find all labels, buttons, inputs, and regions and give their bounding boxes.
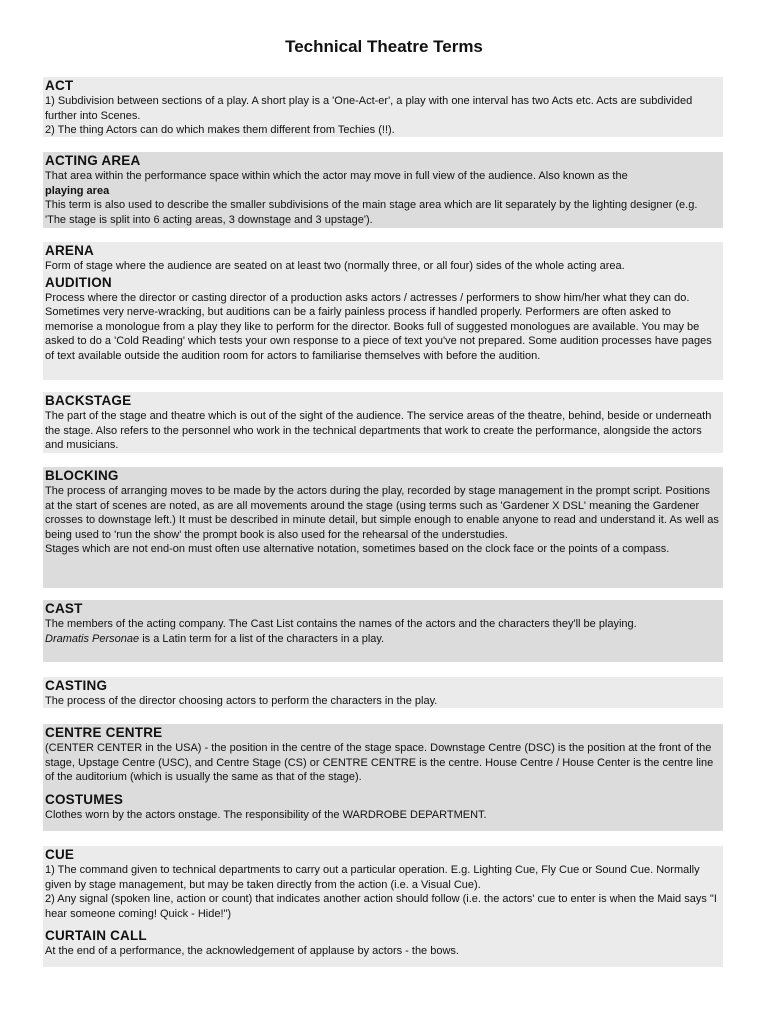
glossary-entry-blocking: [43, 467, 723, 588]
glossary-entry-cue: [43, 846, 723, 967]
term-definition: 2) The thing Actors can do which makes them different from Techies (!!).: [45, 124, 395, 136]
term-heading: ACTING AREA: [45, 153, 141, 168]
term-definition: That area within the performance space within which the actor may move in full view of the audience. Also known as the: [45, 170, 628, 182]
term-definition: The process of the director choosing actors to perform the characters in the play.: [45, 695, 438, 707]
glossary-entry-backstage: [43, 392, 723, 453]
glossary-entry-act: [43, 77, 723, 137]
glossary-entry-cast: [43, 600, 723, 662]
page-title: Technical Theatre Terms: [285, 37, 483, 56]
term-definition: At the end of a performance, the acknowledgement of applause by actors - the bows.: [45, 945, 459, 957]
term-definition: The members of the acting company. The Cast List contains the names of the actors and the characters they'll be playing.: [45, 618, 637, 630]
glossary-entry-centre-centre: [43, 724, 723, 831]
term-definition: The part of the stage and theatre which is out of the sight of the audience. The service areas of the theatre, behind, beside or underneath the stage. Also refers to the personnel who work in the technical departments that work to create the performance, alongside the actors and musicians.: [45, 410, 712, 451]
term-definition: The process of arranging moves to be made by the actors during the play, recorded by stage management in the prompt script. Positions at the start of scenes are noted, as are all movements around the stage (using terms such as 'Gardener X DSL' meaning the Gardener crosses to downstage left.) It must be described in minute detail, but simple enough to enable anyone to read and understand it. As well as being used to 'run the show' the prompt book is also used for the rehearsal of the understudies.: [45, 485, 719, 541]
term-emphasis: playing area: [45, 184, 110, 197]
term-heading: COSTUMES: [45, 791, 124, 807]
term-heading: AUDITION: [45, 274, 112, 290]
term-definition: 2) Any signal (spoken line, action or count) that indicates another action should follow (i.e. the actors' cue to enter is when the Maid says "I hear someone coming! Quick - Hide!"): [45, 893, 717, 920]
term-definition: Process where the director or casting director of a production asks actors / actresses / performers to show him/her what they can do. Sometimes very nerve-wracking, but auditions can be a fairly painless process if handled properly. Performers are often asked to memorise a monologue from a play they like to perform for the director. Books full of suggested monologues are available. You may be asked to do a 'Cold Reading' which tests your own response to a piece of text you've not prepared. Some audition processes have pages of text available outside the audition room for actors to familiarise themselves with before the audition.: [45, 291, 712, 362]
term-heading: BLOCKING: [45, 468, 119, 483]
term-heading: CURTAIN CALL: [45, 928, 147, 943]
term-definition: Form of stage where the audience are seated on at least two (normally three, or all four) sides of the whole acting area.: [45, 260, 625, 272]
term-heading: CAST: [45, 601, 83, 616]
glossary-entry-acting-area: [43, 152, 723, 228]
term-definition: is a Latin term for a list of the characters in a play.: [139, 632, 385, 645]
term-definition: Clothes worn by the actors onstage. The responsibility of the WARDROBE DEPARTMENT.: [45, 808, 487, 821]
glossary-entry-arena: [43, 242, 723, 380]
glossary-entry-casting: [43, 677, 723, 708]
term-definition: Stages which are not end-on must often use alternative notation, sometimes based on the clock face or the points of a compass.: [45, 543, 670, 555]
term-italic: Dramatis Personae: [45, 632, 140, 645]
term-definition: This term is also used to describe the smaller subdivisions of the main stage area which are lit separately by the lighting designer (e.g. 'The stage is split into 6 acting areas, 3 downstage and 3 upstage').: [45, 199, 698, 226]
term-definition: 1) The command given to technical departments to carry out a particular operation. E.g. Lighting Cue, Fly Cue or Sound Cue. Normally given by stage management, but may be taken directly from the action (i.e. a Visual Cue).: [45, 864, 700, 891]
term-heading: CUE: [45, 847, 75, 862]
term-definition: 1) Subdivision between sections of a play. A short play is a 'One-Act-er', a play with one interval has two Acts etc. Acts are subdivided further into Scenes.: [45, 95, 693, 122]
term-heading: BACKSTAGE: [45, 393, 132, 408]
term-heading: ACT: [45, 78, 74, 93]
term-heading: CENTRE CENTRE: [45, 725, 163, 740]
term-definition: (CENTER CENTER in the USA) - the position in the centre of the stage space. Downstage Centre (DSC) is the position at the front of the stage, Upstage Centre (USC), and Centre Stage (CS) or CENTRE CENTRE is the centre. House Centre / House Center is the centre line of the auditorium (which is usually the same as that of the stage).: [45, 742, 714, 783]
term-heading: ARENA: [45, 243, 95, 258]
term-heading: CASTING: [45, 678, 108, 693]
